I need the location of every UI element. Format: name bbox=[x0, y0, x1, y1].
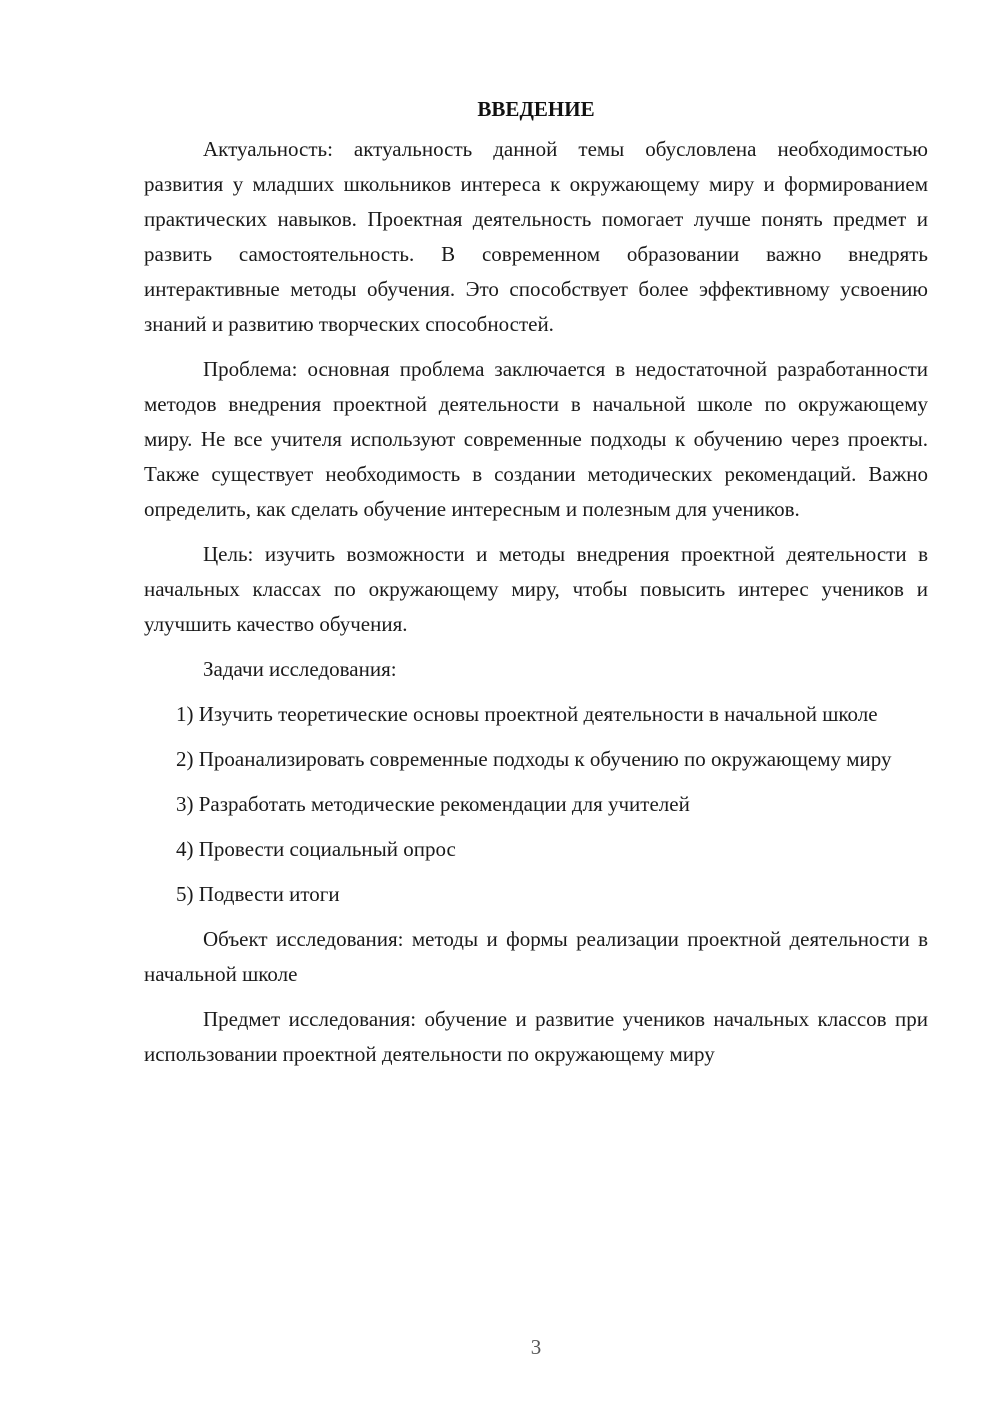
object-paragraph: Объект исследования: методы и формы реализации проектной деятельности в начальной школе bbox=[144, 927, 928, 986]
tasks-heading: Задачи исследования: bbox=[203, 657, 397, 681]
tasks-list bbox=[144, 697, 928, 912]
subject-paragraph: Предмет исследования: обучение и развитие учеников начальных классов при использовании проектной деятельности по окружающему миру bbox=[144, 1007, 928, 1066]
list-item: 5) Подвести итоги bbox=[176, 882, 340, 906]
problem-paragraph: Проблема: основная проблема заключается в недостаточной разработанности методов внедрения проектной деятельности в начальной школе по окружающему миру. Не все учителя используют современные подходы к обучению через проекты. Также существует необходимость в создании методических рекомендаций. Важно определить, как сделать обучение интересным и полезным для учеников. bbox=[144, 357, 928, 521]
page-number: 3 bbox=[530, 1335, 542, 1359]
list-item: 1) Изучить теоретические основы проектной деятельности в начальной школе bbox=[176, 702, 878, 726]
document-page bbox=[144, 92, 928, 1082]
page-title: ВВЕДЕНИЕ bbox=[477, 97, 595, 121]
list-item: 3) Разработать методические рекомендации для учителей bbox=[176, 792, 690, 816]
list-item: 4) Провести социальный опрос bbox=[176, 837, 456, 861]
goal-paragraph: Цель: изучить возможности и методы внедрения проектной деятельности в начальных классах по окружающему миру, чтобы повысить интерес учеников и улучшить качество обучения. bbox=[144, 542, 928, 636]
relevance-paragraph: Актуальность: актуальность данной темы обусловлена необходимостью развития у младших школьников интереса к окружающему миру и формированием практических навыков. Проектная деятельность помогает лучше понять предмет и развить самостоятельность. В современном образовании важно внедрять интерактивные методы обучения. Это способствует более эффективному усвоению знаний и развитию творческих способностей. bbox=[144, 137, 928, 336]
list-item: 2) Проанализировать современные подходы к обучению по окружающему миру bbox=[176, 747, 892, 771]
